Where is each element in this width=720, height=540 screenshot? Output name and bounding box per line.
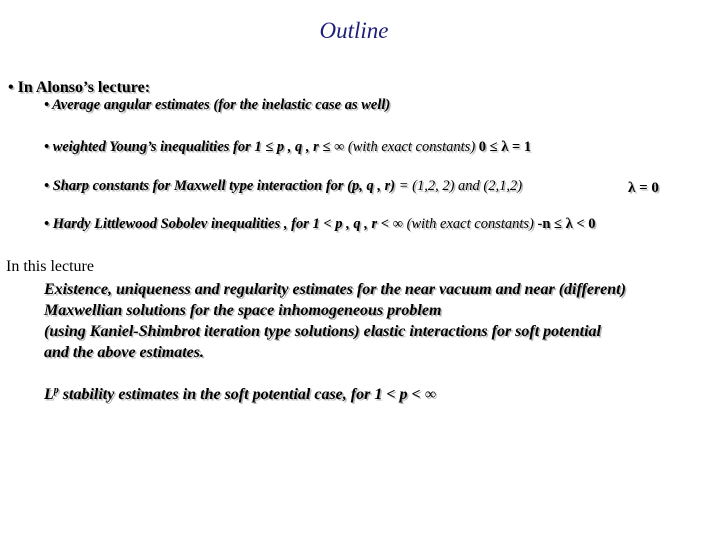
- bullet-young-inequalities: [44, 140, 531, 155]
- bullet-sharp-note: = (1,2, 2) and (2,1,2): [395, 178, 523, 194]
- bullet-sharp-constants: [44, 179, 522, 194]
- paragraph-line: and the above estimates.: [44, 344, 204, 361]
- this-lecture-paragraph: [44, 279, 714, 363]
- paragraph-line: Maxwellian solutions for the space inhomogeneous problem: [44, 302, 442, 319]
- paragraph-line: Existence, uniqueness and regularity estimates for the near vacuum and near (different): [44, 281, 626, 298]
- bullet-young-note: (with exact constants): [344, 139, 476, 155]
- bullet-hardy-range: -n ≤ λ < 0: [533, 216, 596, 232]
- paragraph-line: (using Kaniel-Shimbrot iteration type solutions) elastic interactions for soft potential: [44, 323, 601, 340]
- lp-stability-line: [44, 386, 436, 403]
- lp-text: stability estimates in the soft potential case, for 1 < p < ∞: [58, 386, 436, 403]
- lp-superscript: p: [53, 385, 59, 396]
- bullet-hardy-text: • Hardy Littlewood Sobolev inequalities , for 1 < p , q , r < ∞: [44, 216, 403, 232]
- this-lecture-heading: In this lecture: [6, 258, 94, 275]
- bullet-young-text: • weighted Young’s inequalities for 1 ≤ p , q , r ≤ ∞: [44, 139, 345, 155]
- bullet-sharp-text: • Sharp constants for Maxwell type interaction for (p, q , r): [44, 178, 396, 194]
- lp-prefix: L: [44, 386, 54, 403]
- alonso-heading: • In Alonso’s lecture:: [8, 79, 151, 96]
- bullet-angular-estimates: [44, 98, 390, 113]
- bullet-sharp-range: λ = 0: [628, 180, 659, 196]
- bullet-young-range: 0 ≤ λ = 1: [475, 139, 532, 155]
- bullet-hardy-note: (with exact constants): [403, 216, 534, 232]
- slide-title: Outline: [319, 18, 389, 43]
- bullet-angular-text: • Average angular estimates (for the inelastic case as well): [44, 97, 391, 113]
- bullet-hardy-littlewood: [44, 217, 596, 232]
